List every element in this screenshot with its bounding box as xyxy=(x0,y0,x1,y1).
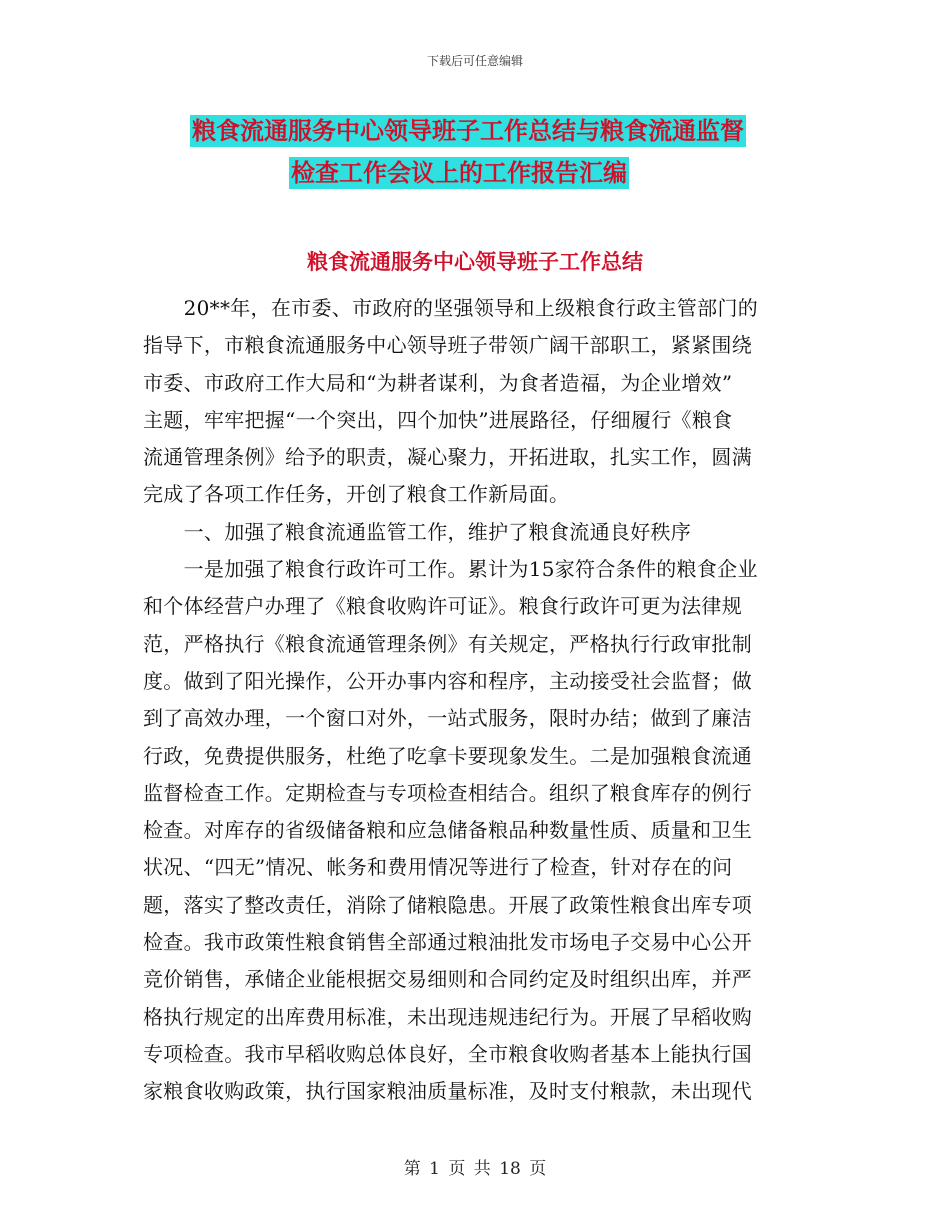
body-text xyxy=(143,290,809,1111)
text-line: 一、加强了粮食流通监管工作，维护了粮食流通良好秩序 xyxy=(143,519,692,544)
text-line: 监督检查工作。定期检查与专项检查相结合。组织了粮食库存的例行 xyxy=(143,780,752,805)
section-title: 粮食流通服务中心领导班子工作总结 xyxy=(307,250,643,274)
text-line: 20**年，在市委、市政府的坚强领导和上级粮食行政主管部门的 xyxy=(143,296,759,320)
text-line: 市委、市政府工作大局和“为耕者谋利，为食者造福，为企业增效” xyxy=(143,370,733,395)
text-line: 度。做到了阳光操作，公开办事内容和程序，主动接受社会监督；做 xyxy=(143,668,752,693)
text-line: 状况、“四无”情况、帐务和费用情况等进行了检查，针对存在的问 xyxy=(143,855,733,880)
text-line: 一是加强了粮食行政许可工作。累计为15家符合条件的粮食企业 xyxy=(143,557,758,582)
text-line: 范，严格执行《粮食流通管理条例》有关规定，严格执行行政审批制 xyxy=(143,631,752,656)
text-line: 题，落实了整改责任，消除了储粮隐患。开展了政策性粮食出库专项 xyxy=(143,892,752,917)
header-note: 下载后可任意编辑 xyxy=(426,54,523,68)
text-line: 流通管理条例》给予的职责，凝心聚力，开拓进取，扎实工作，圆满 xyxy=(143,445,752,470)
text-line: 格执行规定的出库费用标准，未出现违规违纪行为。开展了早稻收购 xyxy=(143,1004,752,1029)
text-line: 竞价销售，承储企业能根据交易细则和合同约定及时组织出库，并严 xyxy=(143,967,752,992)
text-line: 主题，牢牢把握“一个突出，四个加快”进展路径，仔细履行《粮食 xyxy=(143,407,733,432)
title-line-1-text: 粮食流通服务中心领导班子工作总结与粮食流通监督 xyxy=(192,117,744,145)
document-title xyxy=(140,110,810,194)
title-line-1 xyxy=(140,110,810,152)
text-line: 行政，免费提供服务，杜绝了吃拿卡要现象发生。二是加强粮食流通 xyxy=(143,743,752,768)
text-line: 专项检查。我市早稻收购总体良好，全市粮食收购者基本上能执行国 xyxy=(143,1041,752,1066)
text-line: 到了高效办理，一个窗口对外，一站式服务，限时办结；做到了廉洁 xyxy=(143,706,752,731)
text-line: 指导下，市粮食流通服务中心领导班子带领广阔干部职工，紧紧围绕 xyxy=(143,333,752,358)
text-line: 和个体经营户办理了《粮食收购许可证》。粮食行政许可更为法律规 xyxy=(143,594,742,619)
text-line: 完成了各项工作任务，开创了粮食工作新局面。 xyxy=(143,482,570,507)
text-line: 检查。对库存的省级储备粮和应急储备粮品种数量性质、质量和卫生 xyxy=(143,818,752,843)
page-footer: 第 1 页 共 18 页 xyxy=(403,1159,547,1179)
text-line: 家粮食收购政策，执行国家粮油质量标准，及时支付粮款，未出现代 xyxy=(143,1079,752,1104)
title-line-2-text: 检查工作会议上的工作报告汇编 xyxy=(291,159,627,187)
text-line: 检查。我市政策性粮食销售全部通过粮油批发市场电子交易中心公开 xyxy=(143,930,752,955)
title-line-2 xyxy=(140,152,810,194)
